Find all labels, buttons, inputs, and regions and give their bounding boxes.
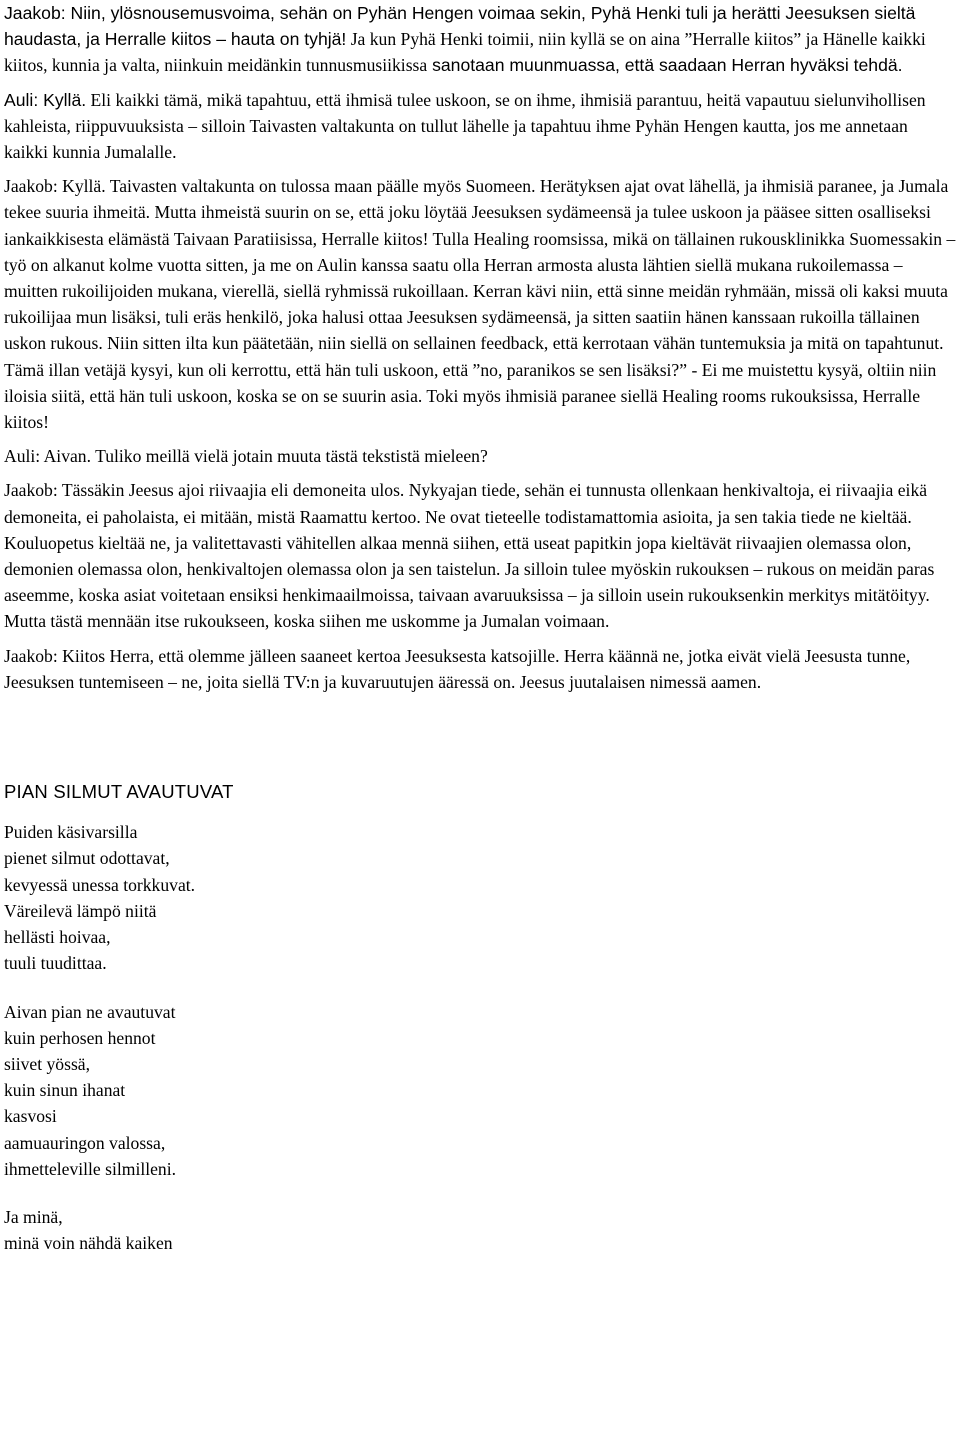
paragraph-3 xyxy=(4,173,956,435)
paragraph-6-text: Jaakob: Kiitos Herra, että olemme jälleen saaneet kertoa Jeesuksesta katsojille. Herra käännä ne, jotka eivät vielä Jeesusta tunne, Jeesuksen tuntemiseen – ne, joita siellä TV:n ja kuvaruutujen ääressä on. Jeesus juutalaisen nimessä aamen. xyxy=(4,645,911,692)
poem-line: hellästi hoivaa, xyxy=(4,927,111,948)
poem-line: kevyessä unessa torkkuvat. xyxy=(4,874,196,895)
paragraph-5 xyxy=(4,477,956,634)
paragraph-6 xyxy=(4,643,956,695)
poem-stanza-1 xyxy=(4,819,956,976)
paragraph-2-sans: Auli: Kyllä. xyxy=(4,89,87,110)
paragraph-4-text: Auli: Aivan. Tuliko meillä vielä jotain muuta tästä tekstistä mieleen? xyxy=(4,446,488,467)
paragraph-5-text: Jaakob: Tässäkin Jeesus ajoi riivaajia eli demoneita ulos. Nykyajan tiede, sehän ei tunnusta ollenkaan henkivaltoja, ei riivaajia eikä demoneita, ei paholaista, ei mitään, mistä Raamattu kertoo. Ne ovat tieteelle todistamattomia asioita, ja sen takia tiede ne kieltää. Kouluopetus kieltää ne, ja valitettavasti vähitellen alkaa mennä siihen, että useat papitkin jopa kieltävät riivaajien olemassa olon, demonien olemassa olon, henkivaltojen olemassa olon ja sen taistelun. Ja silloin tulee myöskin rukouksen – rukous on meidän paras aseemme, koska asiat voitetaan ensiksi henkimaailmoissa, taivaan avaruuksissa – ja silloin usein rukouksenkin merkitys mitätöityy. Mutta tästä mennään itse rukoukseen, koska siihen me uskomme ja Jumalan voimaan. xyxy=(4,480,935,632)
paragraph-1-serif: Ja kun Pyhä Henki toimii, niin kyllä se on aina ”Herralle kiitos” ja Hänelle kaikki kiitos, kunnia ja valta, niinkuin meidänkin tunnusmusiikissa xyxy=(4,29,926,76)
paragraph-1-tail: sanotaan muunmuassa, että saadaan Herran hyväksi tehdä. xyxy=(427,55,903,76)
poem-line: kuin perhosen hennot xyxy=(4,1027,156,1048)
poem-line: Puiden käsivarsilla xyxy=(4,822,138,843)
paragraph-2 xyxy=(4,87,956,166)
paragraph-1-sans: Jaakob: Niin, ylösnousemusvoima, sehän on Pyhän Hengen voimaa sekin, Pyhä Henki tuli ja herätti Jeesuksen sieltä haudasta, ja Herralle kiitos – hauta on tyhjä! xyxy=(4,3,916,50)
poem-line: kuin sinun ihanat xyxy=(4,1080,126,1101)
poem-line: minä voin nähdä kaiken xyxy=(4,1233,173,1254)
paragraph-2-serif: Eli kaikki tämä, mikä tapahtuu, että ihmisä tulee uskoon, se on ihme, ihmisiä parantuu, heitä vapautuu sielunvihollisen kahleista, riippuvuuksista – silloin Taivasten valtakunta on tullut lähelle ja tapahtuu ihme Pyhän Hengen kautta, jos me annetaan kaikki kunnia Jumalalle. xyxy=(4,89,926,163)
paragraph-4 xyxy=(4,443,956,469)
poem-stanza-3 xyxy=(4,1204,956,1256)
poem-line: siivet yössä, xyxy=(4,1053,91,1074)
poem-line: ihmetteleville silmilleni. xyxy=(4,1158,176,1179)
poem-line: aamuauringon valossa, xyxy=(4,1132,166,1153)
poem-line: tuuli tuudittaa. xyxy=(4,953,107,974)
poem-line: Väreilevä lämpö niitä xyxy=(4,900,157,921)
poem-line: Ja minä, xyxy=(4,1206,63,1227)
poem-title: PIAN SILMUT AVAUTUVAT xyxy=(4,781,234,803)
paragraph-1 xyxy=(4,0,956,79)
document-page xyxy=(4,0,956,1278)
poem-line: kasvosi xyxy=(4,1106,57,1127)
poem-stanza-2 xyxy=(4,999,956,1182)
poem-line: Aivan pian ne avautuvat xyxy=(4,1001,176,1022)
poem-line: pienet silmut odottavat, xyxy=(4,848,170,869)
paragraph-3-text: Jaakob: Kyllä. Taivasten valtakunta on tulossa maan päälle myös Suomeen. Herätyksen ajat ovat lähellä, ja ihmisiä paranee, ja Jumala tekee suuria ihmeitä. Mutta ihmeistä suurin on se, että joku löytää Jeesuksen sydämeensä ja tulee uskoon ja pääsee sitten osalliseksi iankaikkisesta elämästä Taivaan Paratiisissa, Herralle kiitos! Tulla Healing roomsissa, mikä on tällainen rukousklinikka Suomessakin – työ on alkanut kolme vuotta sitten, ja me on Aulin kanssa saatu olla Herran armosta alusta lähtien siellä mukana rukoilemassa – muitten rukoilijoiden mukana, vierellä, siellä ryhmissä rukoillaan. Kerran kävi niin, että sinne meidän ryhmään, missä oli kaksi muuta rukoilijaa mun lisäksi, tuli eräs henkilö, joka halusi ottaa Jeesuksen sydämeensä, ja sitten saatiin hänen kanssaan rukoilla tällainen uskon rukous. Niin sitten ilta kun päätetään, niin siellä on sellainen feedback, että kerrotaan vähän tuntemuksia ja mitä on tapahtunut. Tämä illan vetäjä kysyi, kun oli kerrottu, että hän tuli uskoon, että ”no, paranikos se sen lisäksi?” - Ei me muistettu kysyä, oltiin niin iloisia siitä, että hän tuli uskoon, koska se on se suurin asia. Toki myös ihmisiä paranee siellä Healing rooms rukouksissa, Herralle kiitos! xyxy=(4,176,956,433)
